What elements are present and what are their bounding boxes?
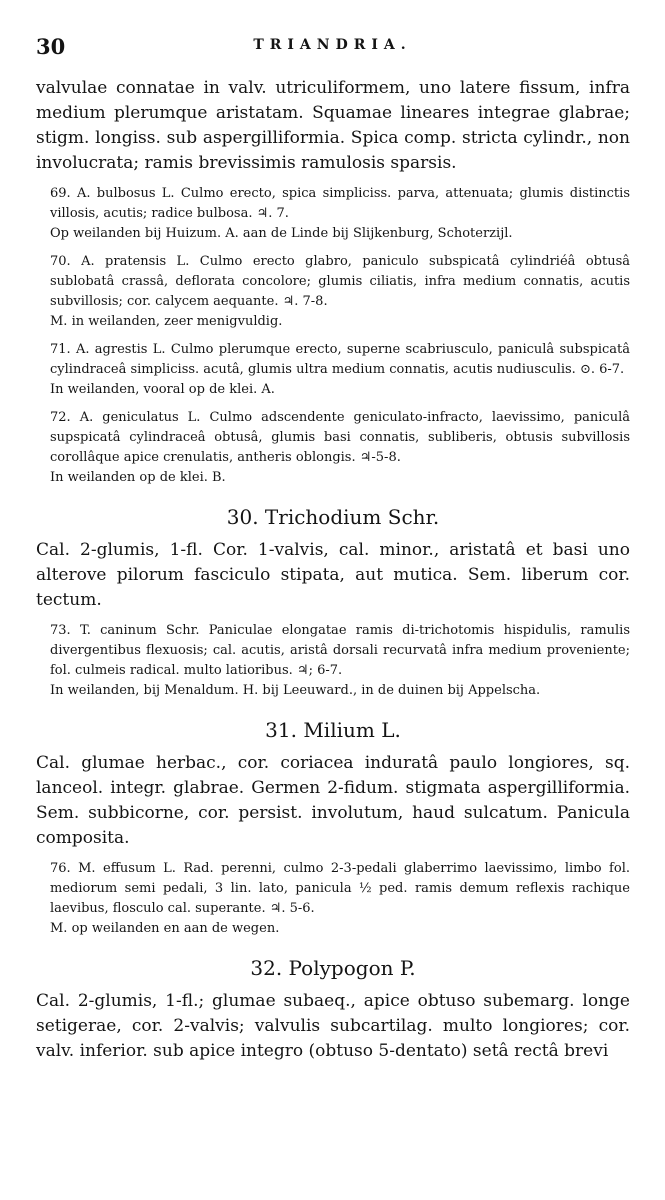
species-locality: In weilanden, bij Menaldum. H. bij Leeuward., in de duinen bij Appelscha.: [50, 683, 541, 698]
page-header: [36, 28, 629, 60]
species-description: 70. A. pratensis L. Culmo erecto glabro, paniculo subspicatâ cylindriéâ obtusâ sublobatâ crassâ, deflorata concolore; glumis ciliatis, infra medium connatis, acutis subvillosis; cor. calycem aequante. ♃. 7-8.: [50, 254, 630, 309]
species-entry: [36, 252, 630, 332]
genus-description: Cal. 2-glumis, 1-fl.; glumae subaeq., apice obtuso subemarg. longe setigerae, cor. 2-valvis; valvulis subcartilag. multo longiores; cor. valv. inferior. sub apice integro (obtuso 5-dentato) setâ rectâ brevi: [36, 991, 630, 1061]
page-body: [36, 76, 630, 1064]
species-entry: [36, 408, 630, 488]
species-entry: [36, 859, 630, 939]
species-description: 71. A. agrestis L. Culmo plerumque erecto, superne scabriusculo, paniculâ subspicatâ cylindraceâ simpliciss. acutâ, glumis ultra medium connatis, acutis nudiusculis. ⊙. 6-7.: [50, 342, 630, 377]
genus-description: Cal. glumae herbac., cor. coriacea induratâ paulo longiores, sq. lanceol. integr. glabrae. Germen 2-fidum. stigmata aspergilliformia. Sem. subbicorne, cor. persist. involutum, haud sulcatum. Panicula composita.: [36, 753, 630, 848]
species-entry: [36, 340, 630, 400]
species-locality: In weilanden op de klei. B.: [50, 470, 226, 485]
species-description: 72. A. geniculatus L. Culmo adscendente geniculato-infracto, laevissimo, paniculâ supspicatâ cylindraceâ obtusâ, glumis basi connatis, subliberis, obtusis subvillosis corollâque apice crenulatis, antheris oblongis. ♃-5-8.: [50, 410, 630, 465]
genus-heading: 31. Milium L.: [265, 718, 401, 742]
species-description: 69. A. bulbosus L. Culmo erecto, spica simpliciss. parva, attenuata; glumis distinctis villosis, acutis; radice bulbosa. ♃. 7.: [50, 186, 630, 221]
intro-paragraph: valvulae connatae in valv. utriculiformem, uno latere fissum, infra medium plerumque aristatam. Squamae lineares integrae glabrae; stigm. longiss. sub aspergilliformia. Spica comp. stricta cylindr., non involucrata; ramis brevissimis ramulosis sparsis.: [36, 78, 630, 173]
species-description: 73. T. caninum Schr. Paniculae elongatae ramis di-trichotomis hispidulis, ramulis divergentibus flexuosis; cal. acutis, aristâ dorsali recurvatâ infra medium proveniente; fol. culmeis radical. multo latioribus. ♃; 6-7.: [50, 623, 630, 678]
species-description: 76. M. effusum L. Rad. perenni, culmo 2-3-pedali glaberrimo laevissimo, limbo fol. mediorum semi pedali, 3 lin. lato, panicula ½ ped. ramis demum reflexis rachique laevibus, flosculo cal. superante. ♃. 5-6.: [50, 861, 630, 916]
species-locality: Op weilanden bij Huizum. A. aan de Linde bij Slijkenburg, Schoterzijl.: [50, 226, 513, 241]
species-locality: M. op weilanden en aan de wegen.: [50, 921, 280, 936]
genus-heading: 32. Polypogon P.: [250, 956, 416, 980]
species-locality: In weilanden, vooral op de klei. A.: [50, 382, 275, 397]
species-locality: M. in weilanden, zeer menigvuldig.: [50, 314, 283, 329]
running-title: TRIANDRIA.: [253, 37, 412, 53]
species-entry: [36, 184, 630, 244]
genus-heading: 30. Trichodium Schr.: [226, 505, 440, 529]
page-number: 30: [36, 34, 66, 59]
species-entry: [36, 621, 630, 701]
genus-description: Cal. 2-glumis, 1-fl. Cor. 1-valvis, cal. minor., aristatâ et basi uno alterove pilorum fasciculo stipata, aut mutica. Sem. liberum cor. tectum.: [36, 540, 630, 610]
